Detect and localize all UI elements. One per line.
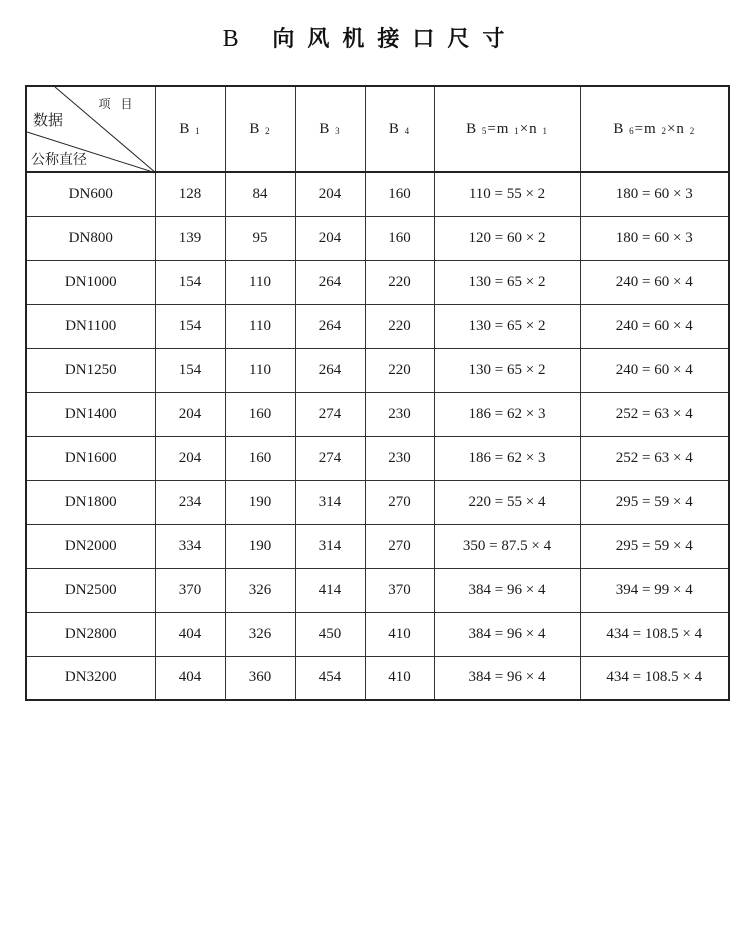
cell-nominal-diameter: DN2800 [26, 612, 155, 656]
cell-b5: 186 = 62 × 3 [434, 392, 580, 436]
cell-b1: 404 [155, 612, 225, 656]
cell-b5: 350 = 87.5 × 4 [434, 524, 580, 568]
corner-data-label: 数据 [33, 111, 64, 129]
cell-b3: 314 [295, 480, 365, 524]
cell-b6: 295 = 59 × 4 [580, 480, 729, 524]
cell-b2: 190 [225, 524, 295, 568]
cell-b1: 204 [155, 436, 225, 480]
cell-b2: 95 [225, 216, 295, 260]
header-b5: B $_5$=m $_1$×n $_1$ [434, 86, 580, 172]
cell-b3: 274 [295, 392, 365, 436]
cell-b6: 240 = 60 × 4 [580, 304, 729, 348]
cell-b6: 180 = 60 × 3 [580, 216, 729, 260]
cell-b3: 314 [295, 524, 365, 568]
header-b6: B $_6$=m $_2$×n $_2$ [580, 86, 729, 172]
header-b2: B $_2$ [225, 86, 295, 172]
cell-b1: 404 [155, 656, 225, 700]
cell-nominal-diameter: DN1250 [26, 348, 155, 392]
cell-b1: 128 [155, 172, 225, 216]
cell-b2: 110 [225, 260, 295, 304]
cell-nominal-diameter: DN2500 [26, 568, 155, 612]
cell-nominal-diameter: DN2000 [26, 524, 155, 568]
title-text: 向风机接口尺寸 [272, 27, 518, 52]
corner-header-cell [26, 86, 155, 172]
cell-b4: 220 [365, 304, 434, 348]
cell-b3: 204 [295, 172, 365, 216]
cell-b3: 450 [295, 612, 365, 656]
cell-b4: 220 [365, 260, 434, 304]
table-row [26, 172, 729, 216]
cell-b4: 230 [365, 436, 434, 480]
dimension-table [25, 85, 730, 701]
cell-b2: 190 [225, 480, 295, 524]
table-row [26, 524, 729, 568]
cell-b4: 230 [365, 392, 434, 436]
header-b1: B $_1$ [155, 86, 225, 172]
table-row [26, 656, 729, 700]
cell-b3: 204 [295, 216, 365, 260]
corner-item-label: 项目 [98, 97, 143, 111]
cell-b1: 204 [155, 392, 225, 436]
corner-diameter-label: 公称直径 [31, 152, 87, 168]
cell-b2: 360 [225, 656, 295, 700]
cell-b6: 295 = 59 × 4 [580, 524, 729, 568]
cell-b4: 410 [365, 656, 434, 700]
cell-b6: 240 = 60 × 4 [580, 348, 729, 392]
cell-b5: 186 = 62 × 3 [434, 436, 580, 480]
title-prefix: B [222, 26, 252, 52]
cell-b1: 154 [155, 304, 225, 348]
cell-nominal-diameter: DN600 [26, 172, 155, 216]
cell-b6: 434 = 108.5 × 4 [580, 656, 729, 700]
table-row [26, 436, 729, 480]
cell-b1: 370 [155, 568, 225, 612]
cell-b2: 326 [225, 612, 295, 656]
cell-b2: 110 [225, 304, 295, 348]
table-row [26, 568, 729, 612]
table-row [26, 392, 729, 436]
cell-b6: 180 = 60 × 3 [580, 172, 729, 216]
cell-b5: 110 = 55 × 2 [434, 172, 580, 216]
cell-nominal-diameter: DN1600 [26, 436, 155, 480]
cell-b2: 160 [225, 392, 295, 436]
cell-b2: 110 [225, 348, 295, 392]
cell-b6: 394 = 99 × 4 [580, 568, 729, 612]
table-row [26, 612, 729, 656]
table-row [26, 216, 729, 260]
table-row [26, 348, 729, 392]
header-row [26, 86, 729, 172]
cell-b6: 252 = 63 × 4 [580, 392, 729, 436]
cell-b3: 454 [295, 656, 365, 700]
cell-b2: 326 [225, 568, 295, 612]
cell-nominal-diameter: DN1100 [26, 304, 155, 348]
cell-b5: 220 = 55 × 4 [434, 480, 580, 524]
cell-nominal-diameter: DN800 [26, 216, 155, 260]
cell-b1: 154 [155, 260, 225, 304]
cell-b5: 130 = 65 × 2 [434, 348, 580, 392]
table-row [26, 304, 729, 348]
cell-b6: 240 = 60 × 4 [580, 260, 729, 304]
cell-nominal-diameter: DN1000 [26, 260, 155, 304]
cell-b1: 234 [155, 480, 225, 524]
table-row [26, 260, 729, 304]
cell-b4: 370 [365, 568, 434, 612]
cell-b4: 160 [365, 216, 434, 260]
cell-b5: 120 = 60 × 2 [434, 216, 580, 260]
cell-nominal-diameter: DN1400 [26, 392, 155, 436]
cell-b3: 414 [295, 568, 365, 612]
cell-b3: 264 [295, 348, 365, 392]
cell-b5: 384 = 96 × 4 [434, 612, 580, 656]
cell-b5: 130 = 65 × 2 [434, 304, 580, 348]
cell-nominal-diameter: DN3200 [26, 656, 155, 700]
cell-b6: 434 = 108.5 × 4 [580, 612, 729, 656]
cell-b2: 160 [225, 436, 295, 480]
cell-b3: 264 [295, 304, 365, 348]
cell-b5: 384 = 96 × 4 [434, 656, 580, 700]
cell-b3: 264 [295, 260, 365, 304]
cell-b4: 270 [365, 480, 434, 524]
cell-b4: 410 [365, 612, 434, 656]
cell-b1: 334 [155, 524, 225, 568]
cell-b5: 130 = 65 × 2 [434, 260, 580, 304]
cell-b1: 154 [155, 348, 225, 392]
table-row [26, 480, 729, 524]
cell-b4: 270 [365, 524, 434, 568]
cell-b6: 252 = 63 × 4 [580, 436, 729, 480]
cell-b4: 220 [365, 348, 434, 392]
cell-nominal-diameter: DN1800 [26, 480, 155, 524]
header-b4: B $_4$ [365, 86, 434, 172]
cell-b5: 384 = 96 × 4 [434, 568, 580, 612]
cell-b4: 160 [365, 172, 434, 216]
cell-b1: 139 [155, 216, 225, 260]
page-title [0, 22, 740, 53]
cell-b3: 274 [295, 436, 365, 480]
header-b3: B $_3$ [295, 86, 365, 172]
cell-b2: 84 [225, 172, 295, 216]
